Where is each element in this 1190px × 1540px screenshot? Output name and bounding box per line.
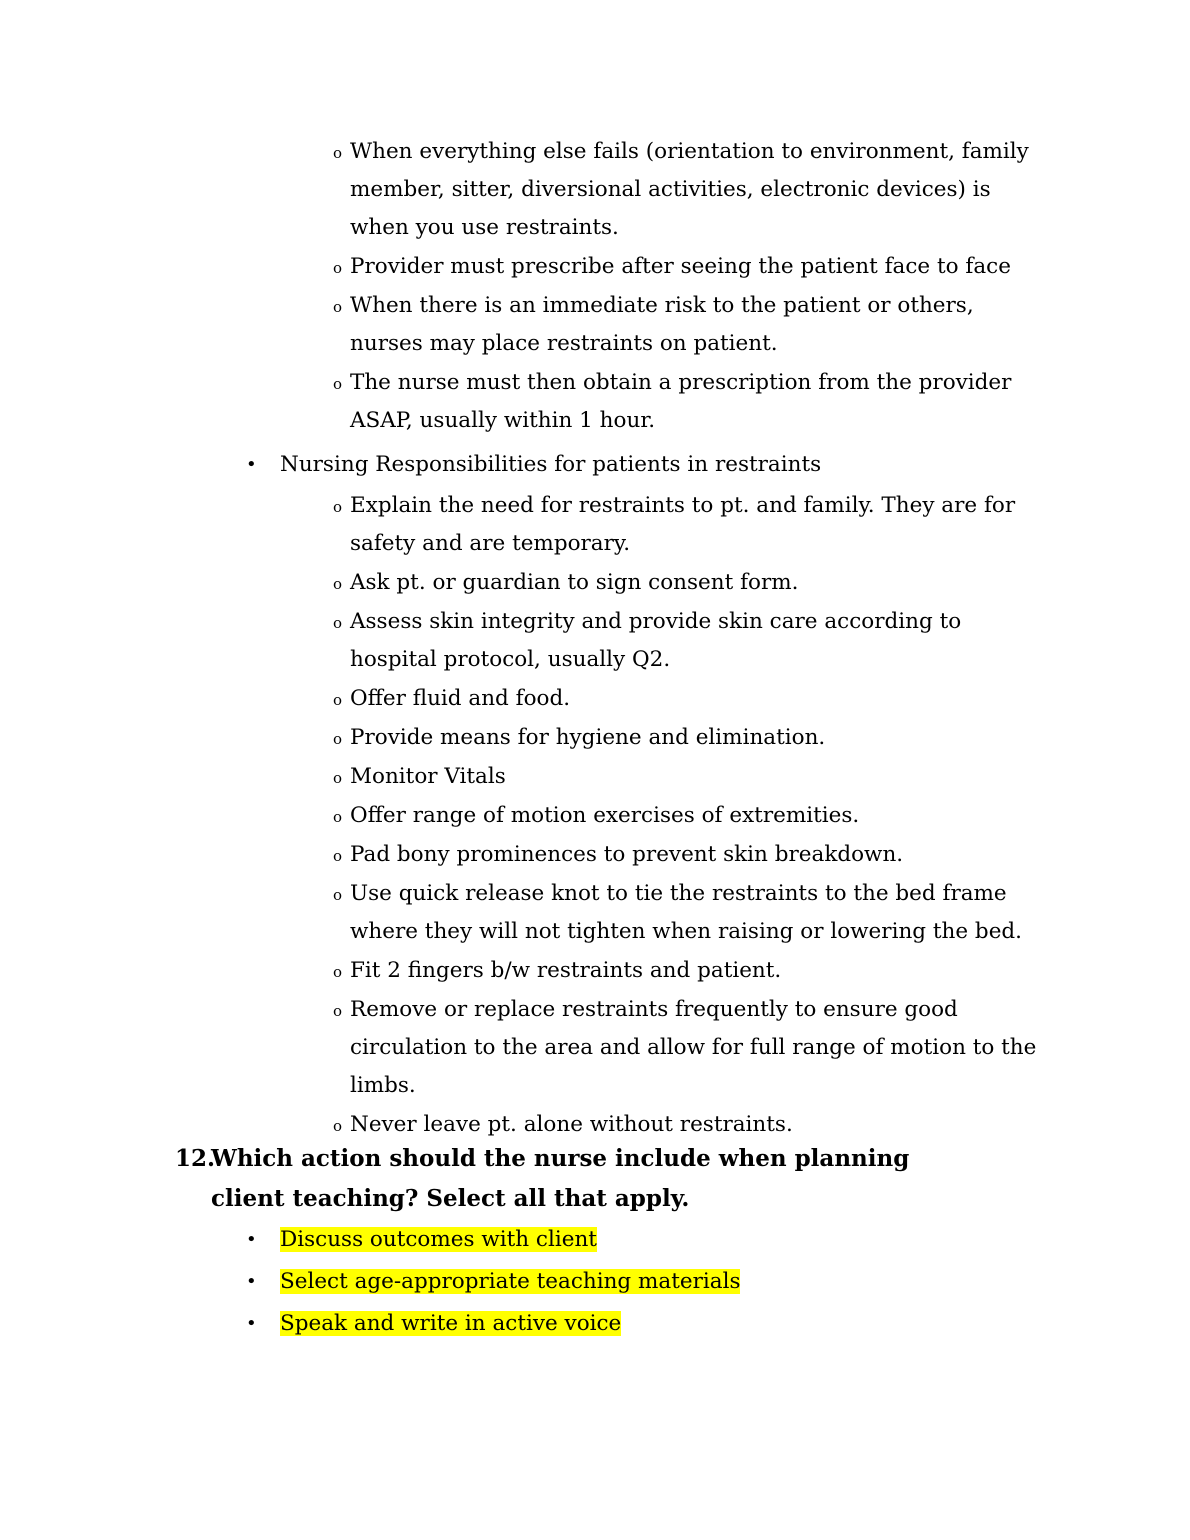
list-item: o Offer fluid and food.: [0, 680, 1050, 718]
sub-bullet-marker: o: [333, 259, 343, 277]
answer-item: [0, 1305, 740, 1343]
list-item: o When everything else fails (orientation to environment, family member, sitter, diversional activities, electronic devices) is when you use restraints.: [0, 133, 1050, 247]
list-item: o Explain the need for restraints to pt. and family. They are for safety and are temporary.: [0, 487, 1050, 563]
list-item: o Remove or replace restraints frequently to ensure good circulation to the area and allow for full range of motion to the limbs.: [0, 991, 1050, 1105]
sub-bullet-marker: o: [333, 575, 343, 593]
sub-bullet-marker: o: [333, 1002, 343, 1020]
list-item: o Offer range of motion exercises of extremities.: [0, 797, 1050, 835]
answer-list: [0, 1221, 740, 1347]
sub-bullet-marker: o: [333, 375, 343, 393]
list-item: o Provide means for hygiene and elimination.: [0, 719, 1050, 757]
nursing-responsibilities-list: [0, 487, 1050, 1145]
highlighted-answer: Speak and write in active voice: [280, 1311, 622, 1336]
bullet-marker: •: [246, 454, 257, 475]
sub-bullet-marker: o: [333, 730, 343, 748]
list-item: o Never leave pt. alone without restraints.: [0, 1106, 1050, 1144]
sub-bullet-marker: o: [333, 691, 343, 709]
list-item: o Fit 2 fingers b/w restraints and patient.: [0, 952, 1050, 990]
list-item: o Assess skin integrity and provide skin care according to hospital protocol, usually Q2.: [0, 603, 1050, 679]
sub-bullet-marker: o: [333, 886, 343, 904]
bullet-marker: •: [246, 1271, 257, 1292]
list-item: o Use quick release knot to tie the restraints to the bed frame where they will not tighten when raising or lowering the bed.: [0, 875, 1050, 951]
list-item: o Pad bony prominences to prevent skin breakdown.: [0, 836, 1050, 874]
sub-bullet-marker: o: [333, 808, 343, 826]
question-text: Which action should the nurse include when planning client teaching? Select all that apply.: [211, 1145, 910, 1212]
list-item: o When there is an immediate risk to the patient or others, nurses may place restraints on patient.: [0, 287, 1050, 363]
answer-item: [0, 1221, 740, 1259]
question-number: 12.: [175, 1145, 216, 1172]
question-12: [175, 1139, 975, 1219]
sub-bullet-marker: o: [333, 614, 343, 632]
highlighted-answer: Select age-appropriate teaching materials: [280, 1269, 741, 1294]
bullet-marker: •: [246, 1313, 257, 1334]
sub-bullet-marker: o: [333, 769, 343, 787]
highlighted-answer: Discuss outcomes with client: [280, 1227, 597, 1252]
sub-bullet-marker: o: [333, 847, 343, 865]
list-item: o The nurse must then obtain a prescription from the provider ASAP, usually within 1 hour.: [0, 364, 1050, 440]
list-item: o Monitor Vitals: [0, 758, 1050, 796]
sub-bullet-marker: o: [333, 963, 343, 981]
restraint-use-list: [0, 133, 1050, 441]
sub-bullet-marker: o: [333, 298, 343, 316]
nursing-responsibilities-heading: • Nursing Responsibilities for patients in restraints: [0, 446, 821, 484]
sub-bullet-marker: o: [333, 1117, 343, 1135]
sub-bullet-marker: o: [333, 144, 343, 162]
sub-bullet-marker: o: [333, 498, 343, 516]
list-item: o Provider must prescribe after seeing the patient face to face: [0, 248, 1050, 286]
answer-item: [0, 1263, 740, 1301]
bullet-marker: •: [246, 1229, 257, 1250]
list-item: o Ask pt. or guardian to sign consent form.: [0, 564, 1050, 602]
